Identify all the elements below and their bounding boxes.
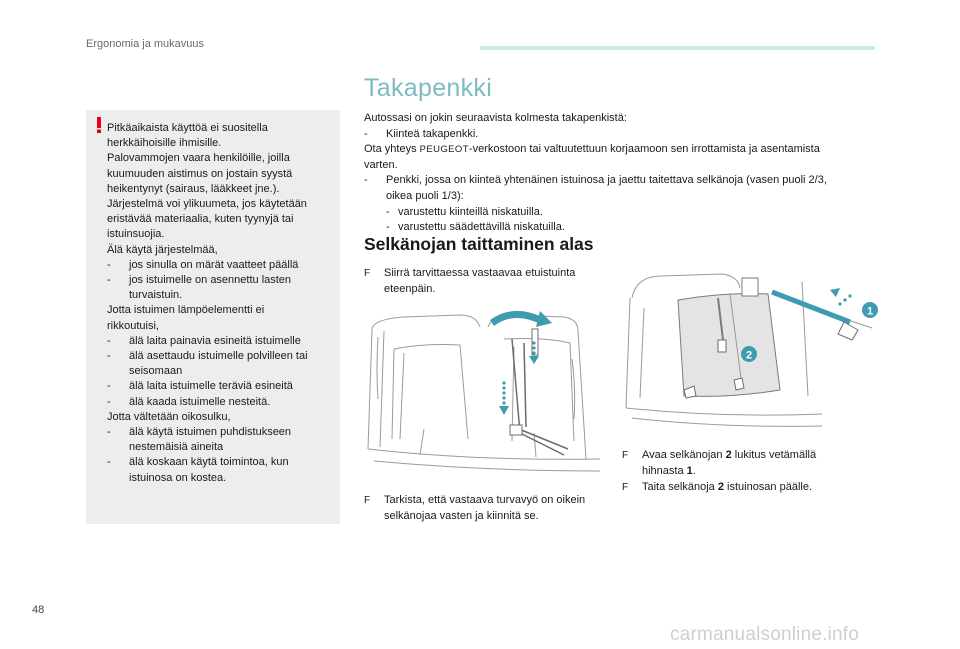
intro-line: Autossasi on jokin seuraavista kolmesta takapenkistä: [364,112,627,124]
intro-subitem: varustettu säädettävillä niskatuilla. [398,221,565,234]
list-item-text: älä laita istuimelle teräviä esineitä [129,380,293,393]
step-line [622,448,862,464]
step-4 [622,480,862,496]
brand-name: PEUGEOT [419,144,469,156]
list-dash: - [107,334,111,347]
step-line: selkänojaa vasten ja kiinnitä se. [384,509,539,522]
warning-line: Älä käytä järjestelmää, [107,243,218,256]
step-3 [622,448,862,479]
intro-line: varten. [364,158,398,171]
list-dash: - [107,258,111,271]
page-number: 48 [32,604,45,616]
callout-2: 2 [745,349,753,362]
intro-text-part: -verkostoon tai valtuutettuun korjaamoon sen irrottamista ja asentamista [468,143,820,156]
warning-line [107,273,335,288]
step-ref-number: 2 [717,481,724,493]
warning-line: seisomaan [129,365,183,378]
section-title: Ergonomia ja mukavuus [86,38,205,50]
exclamation-icon [96,117,102,133]
list-item-text: älä koskaan käytä toimintoa, kun [129,456,289,469]
warning-line: herkkäihoisille ihmisille. [107,137,222,150]
list-item-text: älä asettaudu istuimelle polvilleen tai [129,350,308,363]
warning-line: eristävää materiaalia, kuten tyynyjä tai [107,213,294,226]
step-text-part: hihnasta [642,464,687,477]
warning-line [107,349,335,364]
bullet-icon: F [622,482,629,493]
page-title: Takapenkki [364,74,493,102]
warning-line: Jotta istuimen lämpöelementti ei [107,304,265,317]
list-item-text: jos sinulla on märät vaatteet päällä [129,258,299,271]
intro-line: - Kiinteä takapenkki. [364,127,479,140]
list-item-text: älä käytä istuimen puhdistukseen [129,426,292,439]
header-accent-bar [480,46,875,50]
step-text-part: istuinosan päälle. [723,481,813,493]
warning-line: Palovammojen vaara henkilöille, joilla [107,152,290,165]
list-dash: - [107,380,111,393]
list-dash: - [107,350,111,363]
list-dash: - [107,395,111,408]
step-text-part: lukitus vetämällä [731,449,817,461]
warning-line: nestemäisiä aineita [129,441,224,454]
warning-text [107,121,335,486]
step-text-part: Taita selkänoja [642,481,718,493]
warning-line [107,379,335,394]
step-ref-number: 2 [725,449,732,461]
list-dash: - [107,456,111,469]
section-heading: Selkänojan taittaminen alas [364,234,594,254]
step-line [622,464,862,480]
step-line: Tarkista, että vastaava turvavyö on oikein [384,494,586,506]
intro-line: oikea puoli 1/3): [386,189,464,202]
intro-text [364,111,864,236]
warning-line: kuumuuden aistimus on jostain syystä [107,167,293,180]
bullet-icon: F [364,268,371,279]
bullet-icon: F [622,450,629,461]
warning-line [107,425,335,440]
step-1 [364,266,614,297]
bullet-icon: F [364,495,371,506]
warning-line: turvaistuin. [129,289,183,302]
warning-line [107,395,335,410]
warning-line: istuinsuojia. [107,228,165,241]
warning-line [107,455,335,470]
warning-line: Järjestelmä voi ylikuumeta, jos käytetään [107,198,307,211]
intro-item: Kiinteä takapenkki. [386,127,479,140]
warning-line [107,258,335,273]
list-item-text: älä kaada istuimelle nesteitä. [129,395,271,408]
warning-line: heikentynyt (sairaus, lääkkeet jne.). [107,182,280,195]
intro-line [364,142,864,158]
intro-text-part: Ota yhteys [364,143,420,156]
list-item-text: älä laita painavia esineitä istuimelle [129,334,301,347]
step-text-part: . [692,464,696,477]
watermark-text: carmanualsonline.info [670,624,860,645]
step-text-part: Avaa selkänojan [642,449,726,461]
warning-line: istuinosa on kostea. [129,471,227,484]
list-dash: - [107,274,111,287]
step-ref-number: 1 [686,464,693,477]
list-item-text: jos istuimelle on asennettu lasten [129,274,292,287]
seat-belt-illustration [364,309,604,479]
intro-line: - varustettu säädettävillä niskatuilla. [386,221,565,234]
step-line: eteenpäin. [384,282,436,295]
step-2 [364,493,614,524]
intro-line: - varustettu kiinteillä niskatuilla. [386,205,543,218]
warning-line [107,334,335,349]
intro-line: - Penkki, jossa on kiinteä yhtenäinen istuinosa ja jaettu taitettava selkänoja (vasen puoli 2/3, [364,174,827,187]
intro-item: Penkki, jossa on kiinteä yhtenäinen istuinosa ja jaettu taitettava selkänoja (vasen puoli 2/3, [386,174,827,187]
intro-subitem: varustettu kiinteillä niskatuilla. [398,205,543,218]
warning-line: rikkoutuisi, [107,319,159,332]
list-dash: - [107,426,111,439]
step-line: Siirrä tarvittaessa vastaavaa etuistuinta [384,267,576,279]
warning-line: Pitkäaikaista käyttöä ei suositella [107,122,268,134]
warning-line: Jotta vältetään oikosulku, [107,410,231,423]
callout-1: 1 [866,305,874,318]
step-line [622,480,862,496]
fold-backrest-illustration [622,268,878,438]
